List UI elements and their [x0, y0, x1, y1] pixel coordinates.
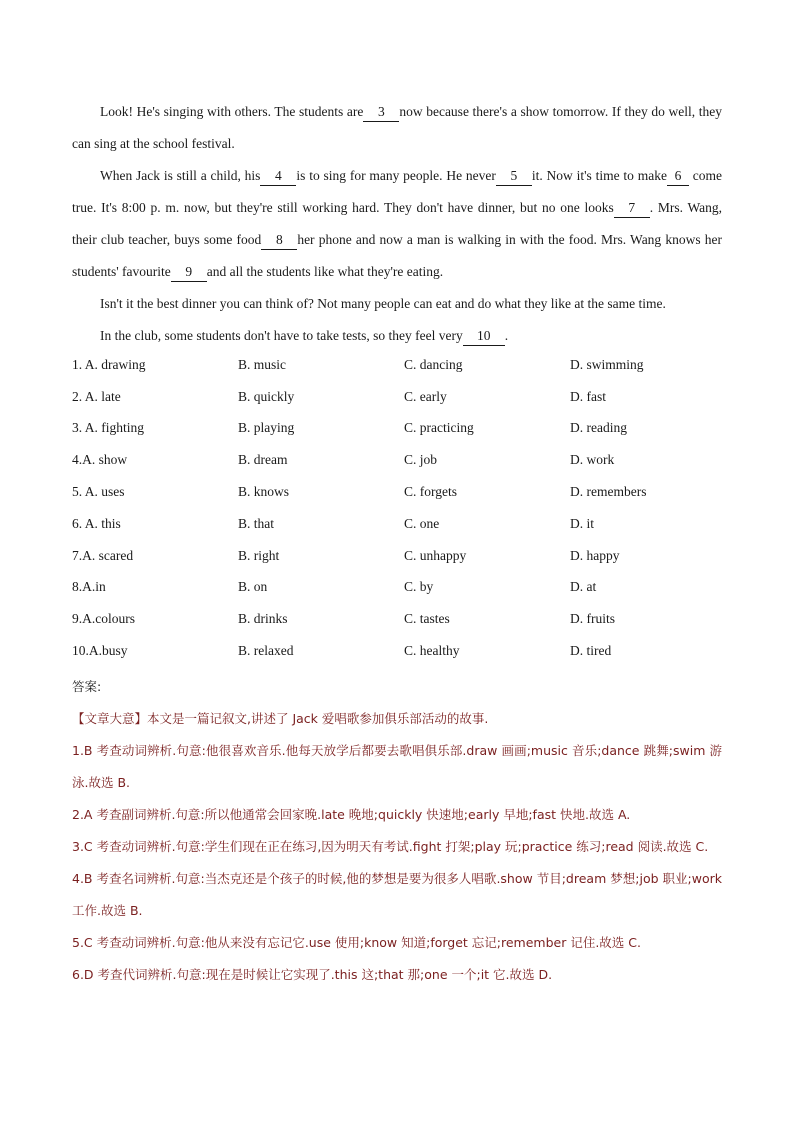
option-a: 9.A.colours — [72, 611, 135, 627]
option-c: C. early — [404, 388, 447, 404]
option-row-3 — [72, 413, 732, 445]
option-b: B. music — [238, 356, 287, 372]
answer-label: 答案: — [72, 679, 102, 694]
passage-paragraph-1: Look! He's singing with others. The students are 3 now because there's a show tomorrow. If they do well, they can sing at the school festival. — [72, 104, 722, 151]
option-row-1 — [72, 349, 732, 381]
option-row-10 — [72, 635, 732, 667]
option-b: B. on — [238, 579, 268, 595]
option-a: 1. A. drawing — [72, 356, 146, 372]
option-row-8 — [72, 572, 732, 604]
answer-explanation-2: 2.A 考查副词辨析.句意:所以他通常会回家晚.late 晚地;quickly 快速地;early 早地;fast 快地.故选 A. — [72, 807, 631, 822]
blank-6: 6 — [667, 167, 689, 186]
option-b: B. drinks — [238, 611, 288, 627]
option-d: D. fruits — [570, 611, 615, 627]
option-b: B. quickly — [238, 388, 295, 404]
answer-explanation-3: 3.C 考查动词辨析.句意:学生们现在正在练习,因为明天有考试.fight 打架;play 玩;practice 练习;read 阅读.故选 C. — [72, 839, 709, 854]
option-d: D. it — [570, 515, 595, 531]
option-row-4 — [72, 444, 732, 476]
answer-section — [72, 671, 722, 991]
option-c: C. forgets — [404, 484, 457, 500]
option-b: B. playing — [238, 420, 295, 436]
option-a: 2. A. late — [72, 388, 121, 404]
option-d: D. work — [570, 452, 615, 468]
option-row-2 — [72, 381, 732, 413]
passage-paragraph-2: When Jack is still a child, his 4 is to sing for many people. He never 5 it. Now it's time to make 6 come true. It's 8:00 p. m. now, but they're still working hard. They don't have dinner, but no one looks 7 . Mrs. Wang, their club teacher, buys some food 8 her phone and now a man is walking in with the food. Mrs. Wang knows her students' favourite 9 and all the students like what they're eating. — [72, 160, 722, 288]
option-d: D. tired — [570, 643, 612, 659]
blank-3: 3 — [363, 103, 399, 122]
option-c: C. job — [404, 452, 438, 468]
blank-4: 4 — [260, 167, 296, 186]
option-b: B. that — [238, 515, 274, 531]
option-b: B. knows — [238, 484, 290, 500]
option-row-5 — [72, 476, 732, 508]
answer-explanation-6: 6.D 考查代词辨析.句意:现在是时候让它实现了.this 这;that 那;one 一个;it 它.故选 D. — [72, 967, 553, 982]
option-row-6 — [72, 508, 732, 540]
blank-8: 8 — [261, 231, 297, 250]
option-row-7 — [72, 540, 732, 572]
answer-explanation-1: 1.B 考查动词辨析.句意:他很喜欢音乐.他每天放学后都要去歌唱俱乐部.draw 画画;music 音乐;dance 跳舞;swim 游泳.故选 B. — [72, 743, 722, 790]
option-a: 8.A.in — [72, 579, 106, 595]
blank-10: 10 — [463, 327, 505, 346]
option-a: 5. A. uses — [72, 484, 125, 500]
options-table — [72, 349, 732, 667]
blank-5: 5 — [496, 167, 532, 186]
option-a: 3. A. fighting — [72, 420, 145, 436]
cloze-passage — [72, 96, 722, 352]
option-row-9 — [72, 603, 732, 635]
option-d: D. fast — [570, 388, 606, 404]
passage-paragraph-3: Isn't it the best dinner you can think of? Not many people can eat and do what they like at the same time. — [100, 296, 666, 311]
article-summary: 【文章大意】本文是一篇记叙文,讲述了 Jack 爱唱歌参加俱乐部活动的故事. — [72, 711, 489, 726]
passage-paragraph-4: In the club, some students don't have to take tests, so they feel very 10 . — [72, 320, 722, 352]
option-c: C. one — [404, 515, 440, 531]
option-d: D. at — [570, 579, 597, 595]
option-b: B. right — [238, 547, 280, 563]
option-d: D. remembers — [570, 484, 647, 500]
answer-explanation-5: 5.C 考查动词辨析.句意:他从来没有忘记它.use 使用;know 知道;forget 忘记;remember 记住.故选 C. — [72, 935, 641, 950]
option-d: D. swimming — [570, 356, 644, 372]
answer-explanation-4: 4.B 考查名词辨析.句意:当杰克还是个孩子的时候,他的梦想是要为很多人唱歌.show 节目;dream 梦想;job 职业;work 工作.故选 B. — [72, 871, 722, 918]
option-c: C. healthy — [404, 643, 460, 659]
option-c: C. unhappy — [404, 547, 467, 563]
option-a: 4.A. show — [72, 452, 128, 468]
option-c: C. practicing — [404, 420, 474, 436]
option-a: 7.A. scared — [72, 547, 134, 563]
option-d: D. happy — [570, 547, 620, 563]
option-c: C. dancing — [404, 356, 463, 372]
option-b: B. relaxed — [238, 643, 294, 659]
option-a: 6. A. this — [72, 515, 121, 531]
option-c: C. by — [404, 579, 434, 595]
blank-9: 9 — [171, 263, 207, 282]
option-b: B. dream — [238, 452, 288, 468]
option-a: 10.A.busy — [72, 643, 128, 659]
blank-7: 7 — [614, 199, 650, 218]
option-d: D. reading — [570, 420, 627, 436]
option-c: C. tastes — [404, 611, 450, 627]
